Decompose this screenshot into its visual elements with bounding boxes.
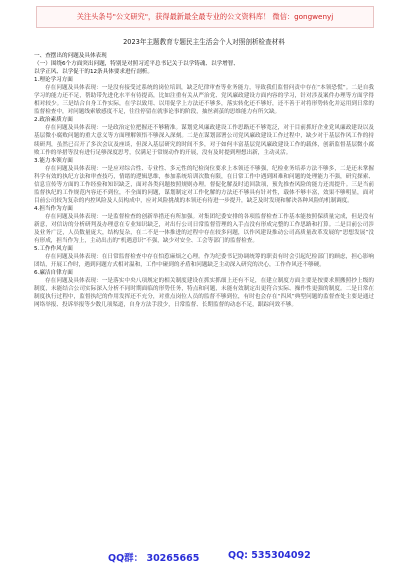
body-paragraph: 存在问题及具体表现：在日常监督检查中存在怕惹麻烦之心理。作为纪委书记协调统筹的职责有时会引起纪检部门的顾虑，担心影响团结，开展工作时，遇到问题方式相对温和，工作中碰到的矛盾和问题缺乏主动深入研究的决心，工作作风还不够硬。	[34, 254, 374, 269]
body-paragraph: 存在问题及具体表现：一是应对综合性、专业性、多元性的纪检岗位要求上本领还不够强，纪检业务培养方法不够多，二是还未掌握科学有效的执纪方法和审查技巧，情绪的逻辑思维，参加系统培训次数有限，在日常工作中遇到困难和问题的处理能力不强，研究探索、信息宣传等方面的工作经验和知识缺乏，面对各类问题按照规则办理。督促化解及时追回款项，预先推查风险的能力还需提升。三是当前监督执纪的工作规范内容还不到位，不全面的问题，谋划制定对工作化解的方法还不够具有针对性，载体不够丰富，效果不够明显，面对目前公司较为复杂的内控风险及人员构成中，应对风险挑战的本领还有待进一步提升，缺乏及时发现和解决各种风险的机制调度。	[34, 165, 374, 204]
section-heading: 3.能力本领方面	[34, 157, 73, 164]
qq-number-text: QQ: 535304092	[228, 550, 311, 561]
section-heading: 一、查摆出的问题及具体表现	[34, 53, 107, 59]
section-heading: （一）围绕6个方面突出问题，特别是对照习近平总书记关于以学铸魂、以学增智、	[34, 61, 239, 68]
section-heading: 4.担当作为方面	[34, 205, 73, 212]
banner-text: 关注头条号"公文研究"，获得最新最全最专业的公文资料库！ 微信：gongwenyj	[76, 12, 334, 21]
section-heading: 2.政治素质方面	[34, 117, 73, 124]
section-heading: 6.廉洁自律方面	[34, 270, 73, 277]
document-title: 2023年主题教育专题民主生活会个人对照剖析检查材料	[123, 38, 285, 46]
section-heading: 5.工作作风方面	[34, 246, 73, 253]
section-heading: 1.理论学习方面	[34, 77, 73, 84]
section-heading: 以学正风、以学促干的12条具体要求进行剖析。	[34, 69, 153, 76]
footer	[0, 544, 408, 574]
body-paragraph: 存在问题及具体表现：一是没有接受过系统的岗位培训，缺乏纪律审查等业务能力，导致我们监督问责中存在“本领恐慌”。二是自我学习的能力还不足，帮助带先进化水平有待提高，比如注重有关从严治党、党风廉政建设方面内容的学习，针对涉及案件办理等方面学得相对较少。三是结合自身工作实际，在学以致用、以用促学上方法还不够多，落实转化还不够好，还不善于对将形势转化并运用到日常的监督检查中，对问题线索敏感度不足，往往停留在就事论事的阶段，抽丝剥茧的思维能力有所欠缺。	[34, 85, 374, 116]
promo-banner	[36, 6, 374, 28]
document-sections	[34, 52, 374, 310]
body-paragraph: 存在问题及具体表现：一是落实中央八项规定的相关制度建设在抓实抓细上还有不足，在建立制度方面主要是按要求照搬照抄上级的制度，未能结合公司实际深入分析不同时期面临的形势任务，特点和问题，未能有效制定出更符合实际、操作性更强的制度。二是日常在制度执行过程中，监督执纪的作用发挥还不充分，对重点岗位人员的监督不够到位，有时也会存在“四风”典型问题的监督查处主要是通过网络举报、投诉举报等少数几项渠道，自身方法手段少，日常监督、长期监督的动态不足，跟踪问效不够。	[34, 278, 374, 309]
qq-group-text: QQ群： 30265665	[108, 553, 200, 564]
body-paragraph: 存在问题及具体表现：一是政治定位把握还不够精准。谋划党风廉政建设工作思路还不够宽泛，对于目前抓好企业党风廉政建设以及基层微小腐败问题的重大意义等方面理解领悟不够深入深刻。二是在谋划部署公司党风廉政建设工作过程中，缺少对于基层作风工作的持续研判，虽然已召开了多次会议及座谈，但深入基层研究的时间不多，对于如何丰富基层党风廉政建设工作的载体，创新监督基层微小腐败工作的举措等没有进行足够深度思考，仅满足于常规动作的开展，没有及时提到理想出新，主动灵活。	[34, 125, 374, 156]
document-body	[34, 32, 374, 310]
body-paragraph: 存在问题及具体表现：一是监督检查的创新举措还有所加强。对集团纪委安排的各项监督检查工作基本能按照保质量完成，但是没有新意，对信访的分析研判及办理意在专业知识缺乏，对出行公司日常监督管理的入手点没有形成完整的工作思路和打算。二是目前公司涉及业务广泛，人员数量庞大，结构复杂，在二不是一体推进的过程中存在较多问题，以作风建设推动公司高质量改革发展的“思想发展”没有形成，担当作为上，主动出击的“机遇意识”不强，缺少对安全、工会等部门的监督检查。	[34, 213, 374, 245]
